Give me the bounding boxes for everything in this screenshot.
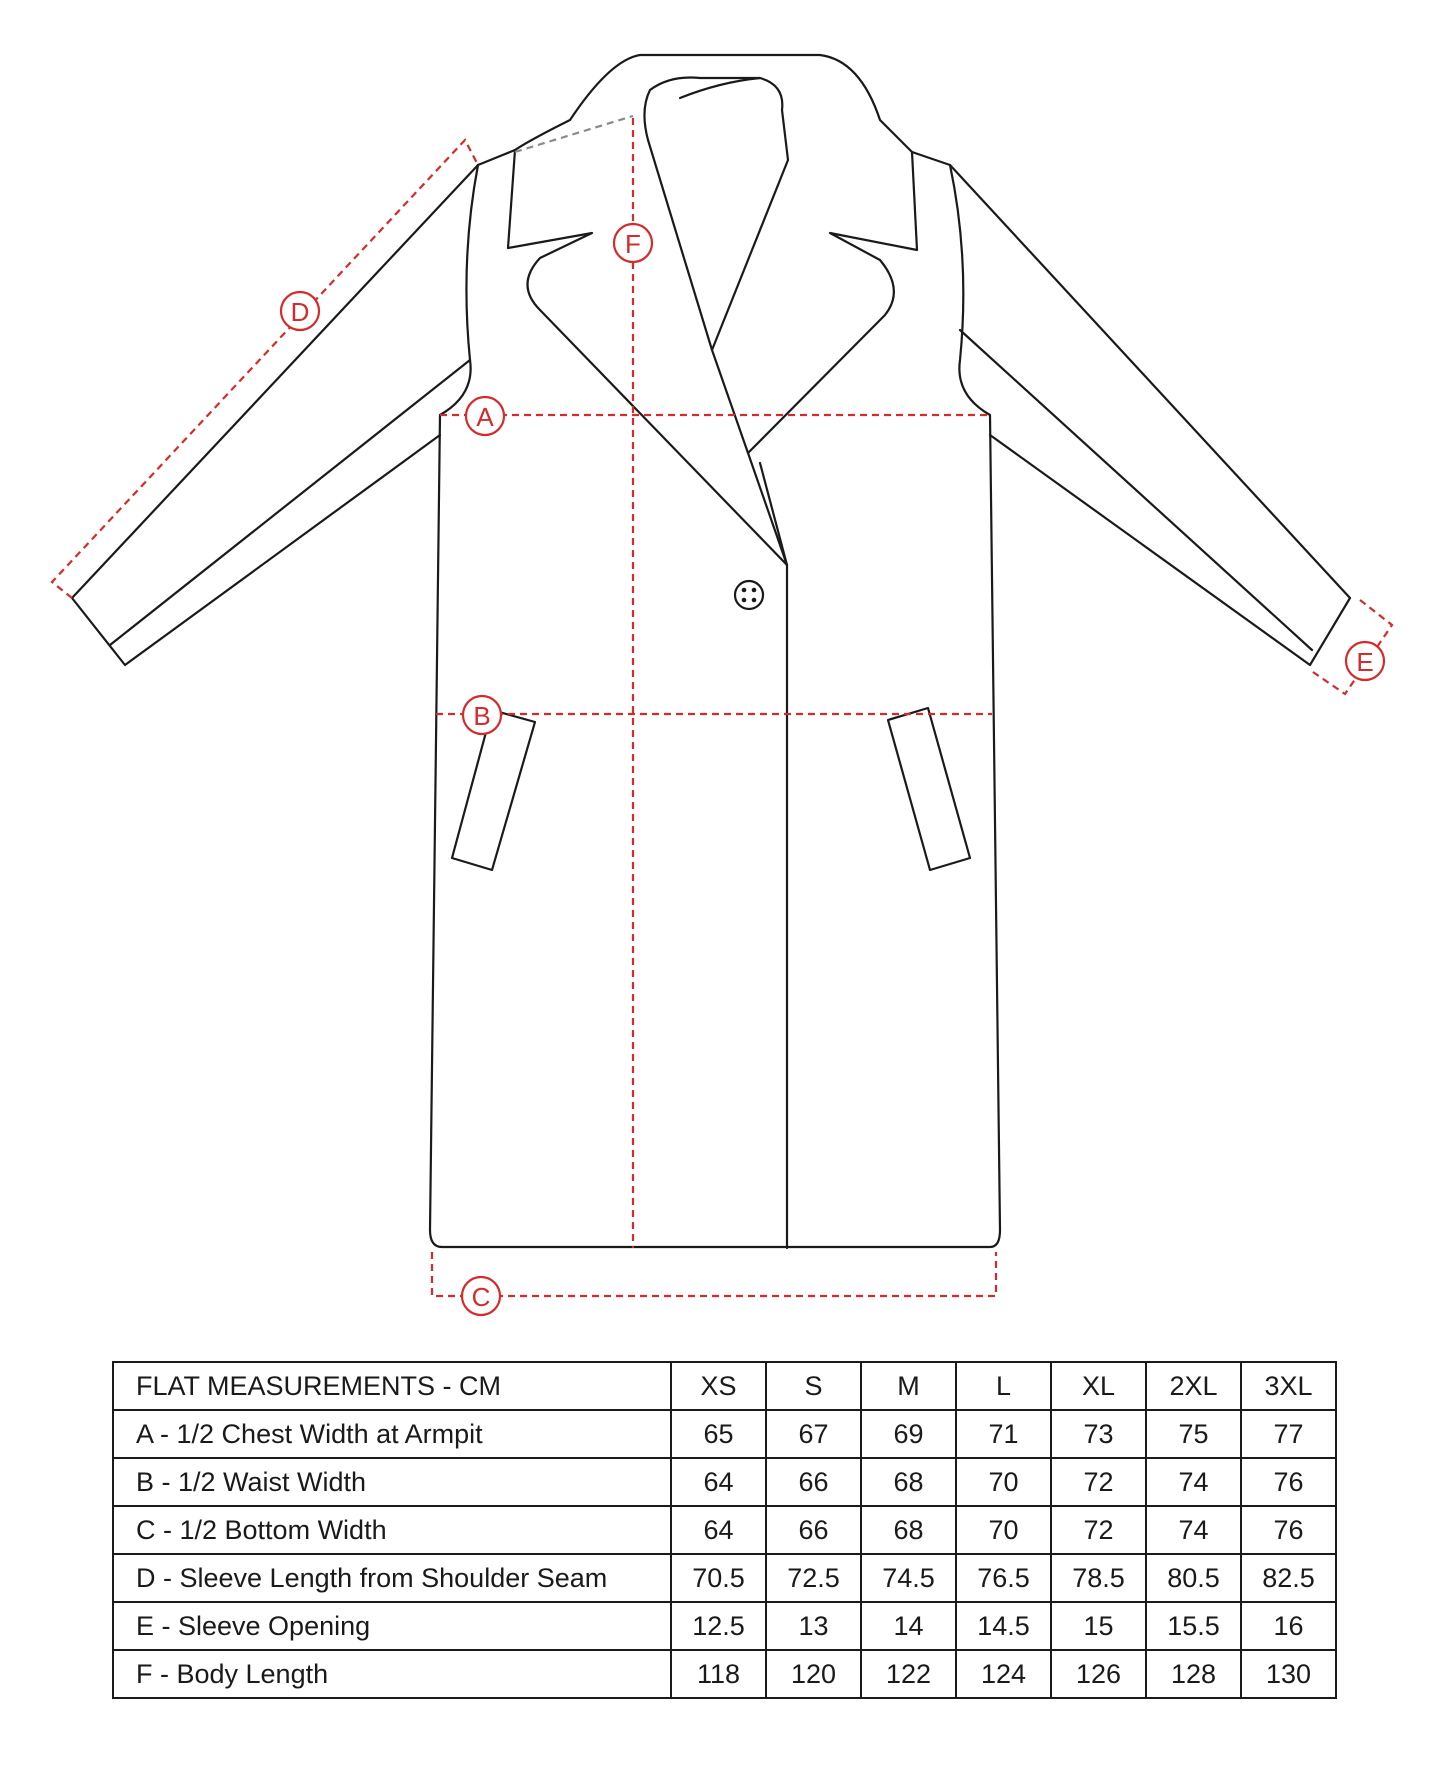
table-cell: 66 bbox=[766, 1458, 861, 1506]
table-cell: 126 bbox=[1051, 1650, 1146, 1698]
marker-c-label: C bbox=[471, 1282, 491, 1312]
marker-f-label: F bbox=[625, 229, 641, 259]
table-row bbox=[113, 1602, 1336, 1650]
measure-c-line bbox=[432, 1252, 996, 1296]
table-cell: 64 bbox=[671, 1458, 766, 1506]
right-pocket bbox=[888, 708, 970, 870]
row-label: B - 1/2 Waist Width bbox=[113, 1458, 671, 1506]
right-sleeve bbox=[950, 165, 1350, 665]
table-cell: 122 bbox=[861, 1650, 956, 1698]
table-cell: 65 bbox=[671, 1410, 766, 1458]
left-pocket bbox=[452, 710, 535, 870]
shoulder-right bbox=[912, 152, 950, 165]
table-cell: 75 bbox=[1146, 1410, 1241, 1458]
table-cell: 15.5 bbox=[1146, 1602, 1241, 1650]
shoulder-left bbox=[478, 150, 515, 165]
table-cell: 76 bbox=[1241, 1458, 1336, 1506]
marker-a-label: A bbox=[476, 402, 494, 432]
table-cell: 77 bbox=[1241, 1410, 1336, 1458]
table-cell: 68 bbox=[861, 1458, 956, 1506]
table-cell: 70 bbox=[956, 1458, 1051, 1506]
marker-e bbox=[1346, 642, 1384, 680]
table-cell: 14.5 bbox=[956, 1602, 1051, 1650]
table-cell: 80.5 bbox=[1146, 1554, 1241, 1602]
coat-outline bbox=[72, 55, 1350, 1248]
table-cell: 70 bbox=[956, 1506, 1051, 1554]
table-cell: 72.5 bbox=[766, 1554, 861, 1602]
table-cell: 74.5 bbox=[861, 1554, 956, 1602]
size-header-xl: XL bbox=[1051, 1362, 1146, 1410]
row-label: F - Body Length bbox=[113, 1650, 671, 1698]
table-cell: 72 bbox=[1051, 1506, 1146, 1554]
table-cell: 64 bbox=[671, 1506, 766, 1554]
table-cell: 16 bbox=[1241, 1602, 1336, 1650]
table-cell: 12.5 bbox=[671, 1602, 766, 1650]
table-cell: 13 bbox=[766, 1602, 861, 1650]
table-cell: 72 bbox=[1051, 1458, 1146, 1506]
lapel-edge bbox=[712, 350, 787, 565]
table-cell: 76 bbox=[1241, 1506, 1336, 1554]
table-cell: 120 bbox=[766, 1650, 861, 1698]
marker-b-label: B bbox=[473, 701, 491, 731]
measure-d-line bbox=[52, 140, 478, 598]
table-header-label: FLAT MEASUREMENTS - CM bbox=[113, 1362, 671, 1410]
table-row bbox=[113, 1410, 1336, 1458]
table-row bbox=[113, 1458, 1336, 1506]
table-cell: 66 bbox=[766, 1506, 861, 1554]
size-header-l: L bbox=[956, 1362, 1051, 1410]
marker-f bbox=[614, 224, 652, 262]
table-cell: 78.5 bbox=[1051, 1554, 1146, 1602]
left-lapel bbox=[508, 150, 787, 565]
table-cell: 74 bbox=[1146, 1458, 1241, 1506]
marker-b bbox=[463, 696, 501, 734]
size-header-2xl: 2XL bbox=[1146, 1362, 1241, 1410]
table-cell: 124 bbox=[956, 1650, 1051, 1698]
button-icon bbox=[735, 581, 763, 609]
lapel-notch bbox=[680, 78, 760, 98]
table-row bbox=[113, 1554, 1336, 1602]
size-header-m: M bbox=[861, 1362, 956, 1410]
row-label: C - 1/2 Bottom Width bbox=[113, 1506, 671, 1554]
marker-d-label: D bbox=[290, 297, 310, 327]
table-cell: 118 bbox=[671, 1650, 766, 1698]
table-cell: 76.5 bbox=[956, 1554, 1051, 1602]
table-row bbox=[113, 1650, 1336, 1698]
table-header-row bbox=[113, 1362, 1336, 1410]
table-cell: 71 bbox=[956, 1410, 1051, 1458]
marker-e-label: E bbox=[1356, 647, 1374, 677]
size-header-s: S bbox=[766, 1362, 861, 1410]
table-cell: 69 bbox=[861, 1410, 956, 1458]
table-cell: 82.5 bbox=[1241, 1554, 1336, 1602]
left-sleeve bbox=[72, 165, 478, 665]
table-cell: 70.5 bbox=[671, 1554, 766, 1602]
row-label: D - Sleeve Length from Shoulder Seam bbox=[113, 1554, 671, 1602]
inner-collar bbox=[644, 78, 788, 351]
table-cell: 68 bbox=[861, 1506, 956, 1554]
table-cell: 74 bbox=[1146, 1506, 1241, 1554]
row-label: A - 1/2 Chest Width at Armpit bbox=[113, 1410, 671, 1458]
table-cell: 128 bbox=[1146, 1650, 1241, 1698]
body-left-side bbox=[430, 165, 1000, 1247]
table-cell: 15 bbox=[1051, 1602, 1146, 1650]
table-cell: 14 bbox=[861, 1602, 956, 1650]
table-cell: 73 bbox=[1051, 1410, 1146, 1458]
shoulder-reference-line bbox=[515, 116, 633, 152]
marker-d bbox=[281, 292, 319, 330]
table-cell: 130 bbox=[1241, 1650, 1336, 1698]
table-row bbox=[113, 1506, 1336, 1554]
marker-a bbox=[466, 397, 504, 435]
table-cell: 67 bbox=[766, 1410, 861, 1458]
collar-back bbox=[515, 55, 912, 152]
marker-c bbox=[462, 1277, 500, 1315]
measurement-lines bbox=[52, 116, 1392, 1296]
size-chart-table bbox=[112, 1361, 1337, 1699]
size-header-xs: XS bbox=[671, 1362, 766, 1410]
row-label: E - Sleeve Opening bbox=[113, 1602, 671, 1650]
size-header-3xl: 3XL bbox=[1241, 1362, 1336, 1410]
